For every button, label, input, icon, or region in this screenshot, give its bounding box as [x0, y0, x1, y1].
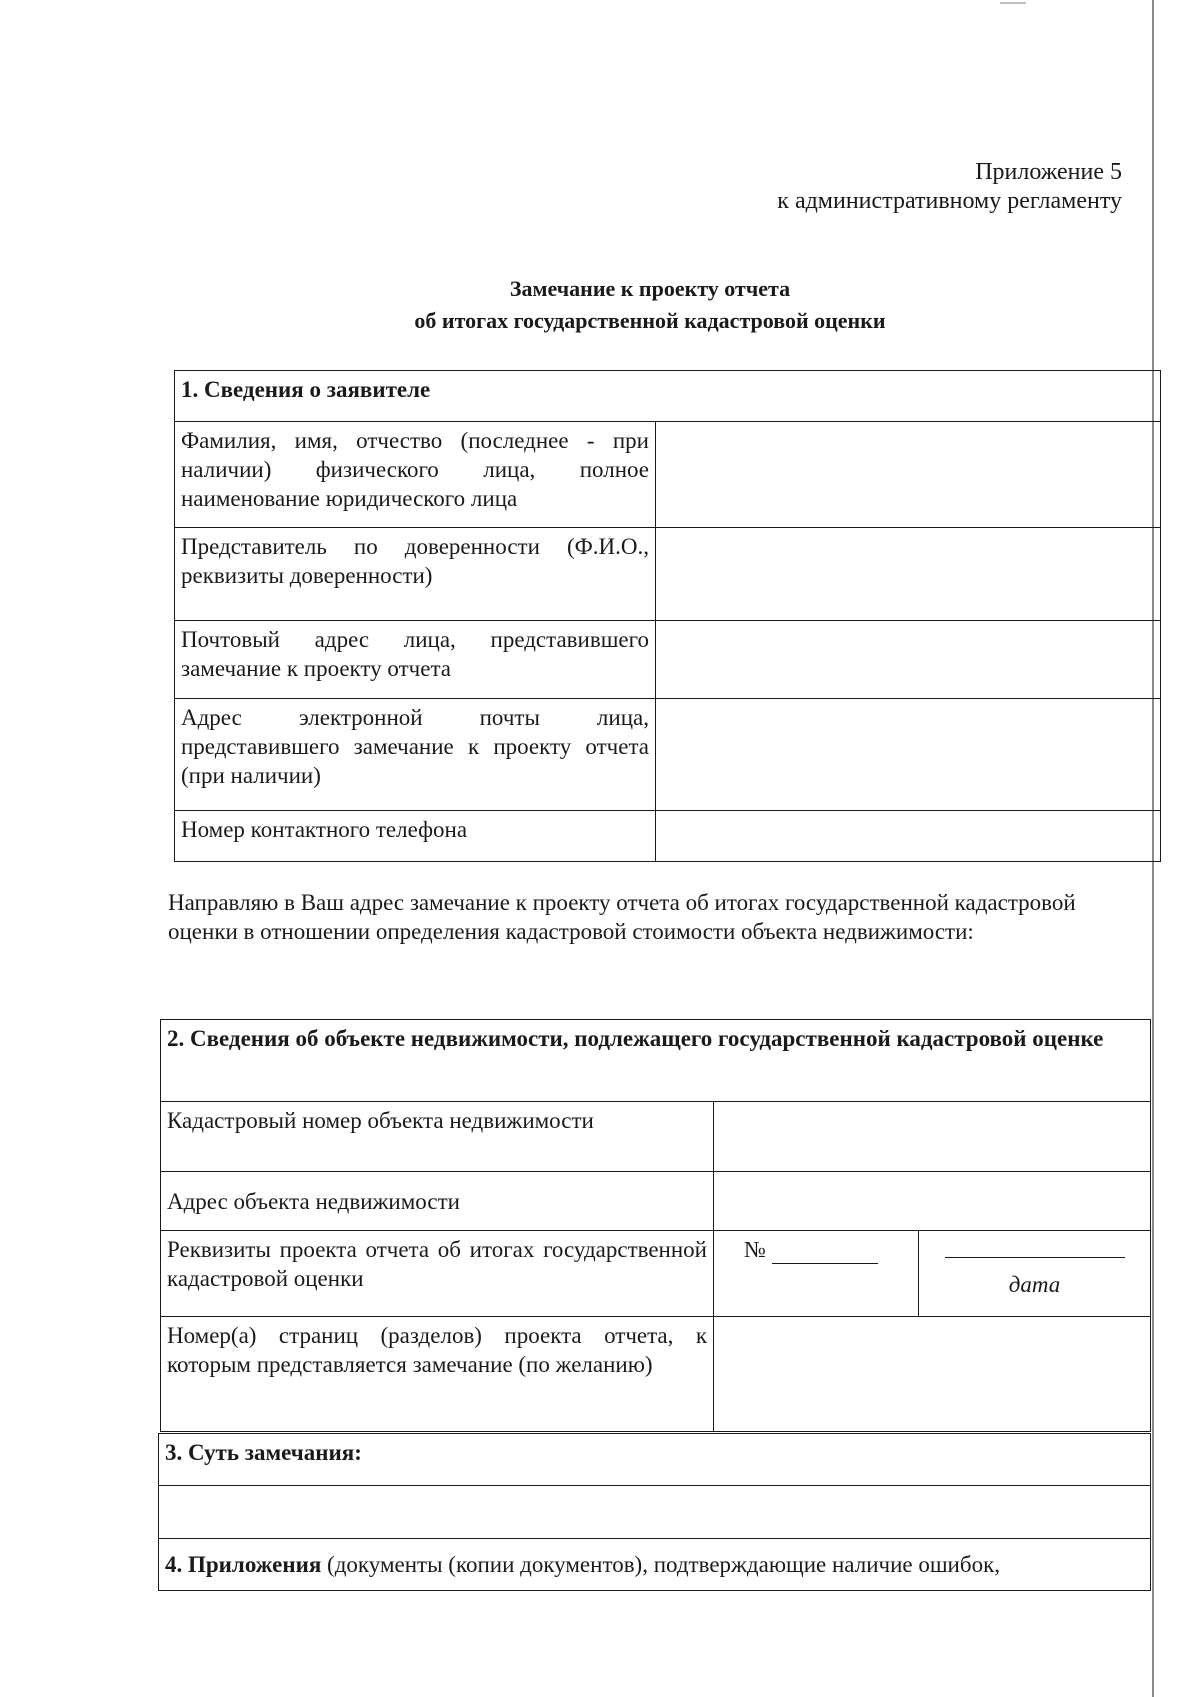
report-pages-label: Номер(а) страниц (разделов) проекта отчета, к которым представляется замечание (по желанию) — [161, 1317, 714, 1432]
cadastral-number-field[interactable] — [714, 1102, 1151, 1172]
email-field[interactable] — [656, 699, 1161, 811]
title-line-2: об итогах государственной кадастровой оценки — [414, 308, 886, 333]
report-date-cell[interactable] — [919, 1231, 1151, 1317]
property-address-field[interactable] — [714, 1172, 1151, 1231]
email-label: Адрес электронной почты лица, представившего замечание к проекту отчета (при наличии) — [175, 699, 656, 811]
number-sign: № — [744, 1237, 766, 1262]
applicant-name-field[interactable] — [656, 422, 1161, 528]
phone-field[interactable] — [656, 811, 1161, 862]
section-2-heading: 2. Сведения об объекте недвижимости, подлежащего государственной кадастровой оценке — [161, 1020, 1151, 1102]
representative-field[interactable] — [656, 528, 1161, 621]
date-caption: дата — [1008, 1272, 1061, 1297]
cadastral-number-label: Кадастровый номер объекта недвижимости — [161, 1102, 714, 1172]
representative-label: Представитель по доверенности (Ф.И.О., реквизиты доверенности) — [175, 528, 656, 621]
report-date-blank[interactable] — [945, 1247, 1125, 1258]
report-details-label: Реквизиты проекта отчета об итогах государственной кадастровой оценки — [161, 1231, 714, 1317]
postal-address-field[interactable] — [656, 621, 1161, 699]
report-pages-field[interactable] — [714, 1317, 1151, 1432]
scan-artifact — [1000, 2, 1026, 4]
phone-label: Номер контактного телефона — [175, 811, 656, 862]
appendix-note — [777, 158, 1122, 216]
section-4-heading — [159, 1539, 1151, 1591]
applicant-info-table — [174, 370, 1161, 862]
remark-table — [158, 1433, 1151, 1591]
applicant-name-label: Фамилия, имя, отчество (последнее - при наличии) физического лица, полное наименование юридического лица — [175, 422, 656, 528]
section-1-heading: 1. Сведения о заявителе — [175, 371, 1161, 422]
report-number-blank[interactable] — [772, 1241, 878, 1264]
document-title — [0, 273, 1200, 337]
property-address-label: Адрес объекта недвижимости — [161, 1172, 714, 1231]
statement-paragraph: Направляю в Ваш адрес замечание к проекту отчета об итогах государственной кадастровой оценки в отношении определения кадастровой стоимости объекта недвижимости: — [168, 890, 1076, 944]
appendix-number: Приложение 5 — [975, 159, 1122, 185]
title-line-1: Замечание к проекту отчета — [509, 276, 791, 301]
property-info-table — [160, 1019, 1151, 1432]
section-3-heading: 3. Суть замечания: — [159, 1434, 1151, 1486]
report-number-cell[interactable] — [714, 1231, 919, 1317]
appendix-reference: к административному регламенту — [777, 188, 1122, 214]
remark-field[interactable] — [159, 1486, 1151, 1539]
section-4-title: 4. Приложения — [165, 1552, 322, 1577]
postal-address-label: Почтовый адрес лица, представившего замечание к проекту отчета — [175, 621, 656, 699]
section-4-description: (документы (копии документов), подтверждающие наличие ошибок, — [327, 1552, 1000, 1577]
